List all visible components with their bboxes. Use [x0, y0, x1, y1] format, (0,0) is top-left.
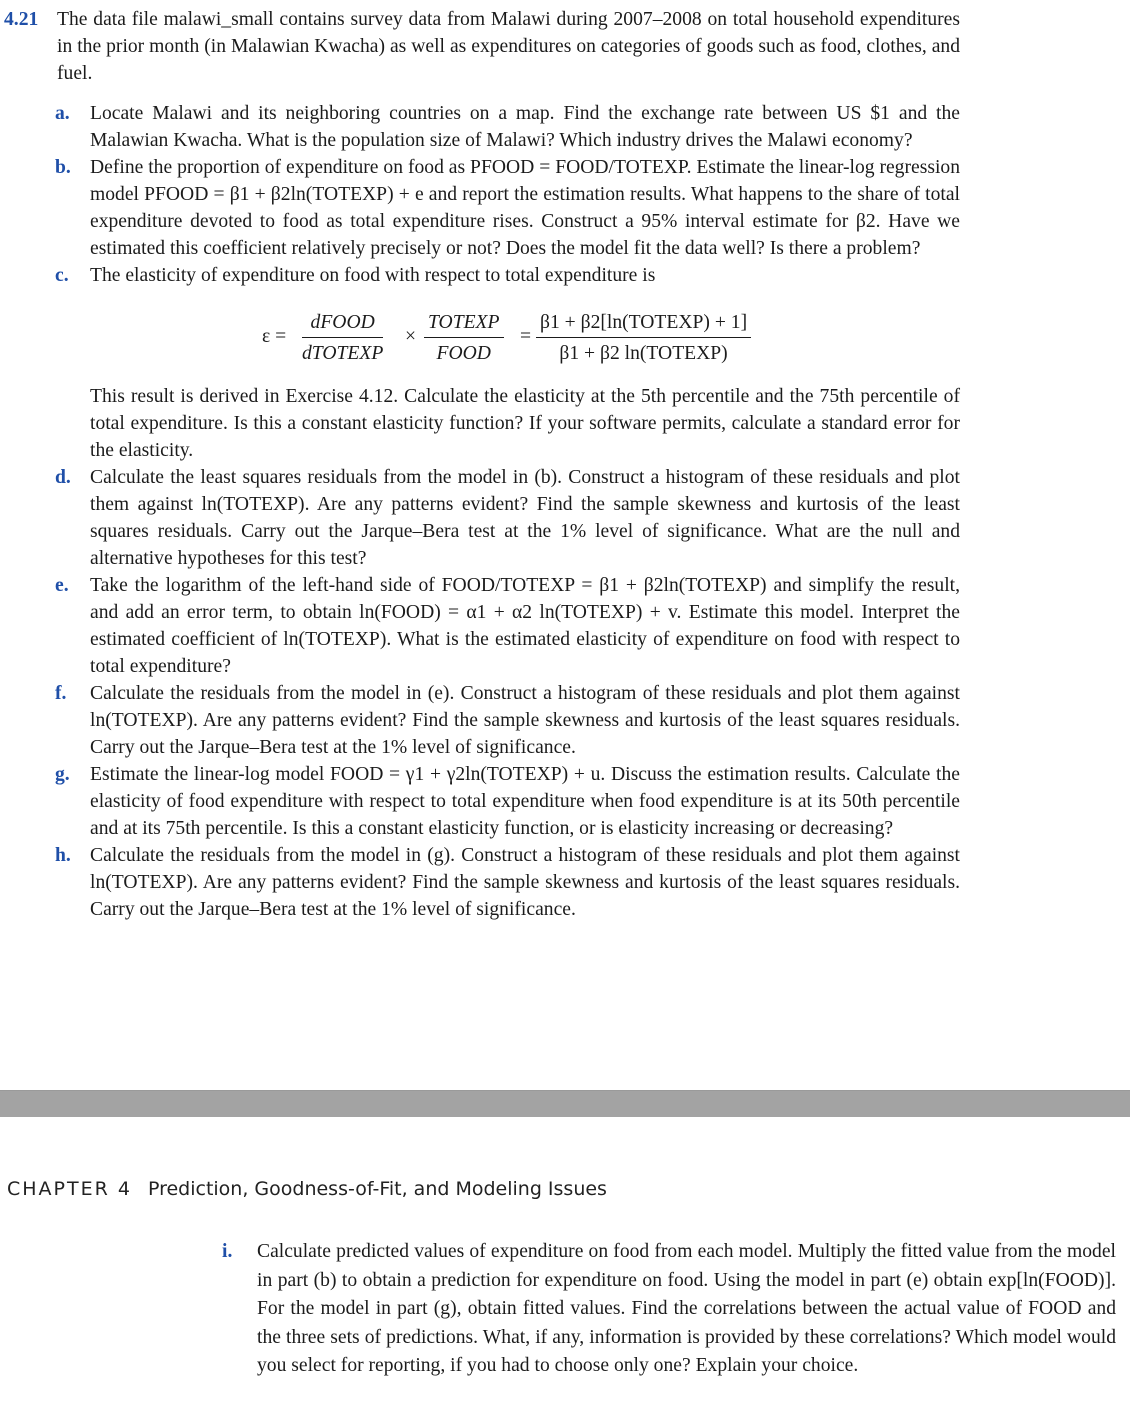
- fraction-totexp: [424, 309, 504, 367]
- part-text: Calculate the residuals from the model in (e). Construct a histogram of these residuals and plot them against ln(TOTEXP). Are any patterns evident? Find the sample skewness and kurtosis of the least squares residuals. Carry out the Jarque–Bera test at the 1% level of significance.: [90, 683, 960, 758]
- part-label: e.: [55, 575, 69, 596]
- fraction-dfood: [302, 309, 383, 367]
- part-e: [0, 572, 960, 680]
- part-text: Calculate the least squares residuals from the model in (b). Construct a histogram of these residuals and plot them against ln(TOTEXP). Are any patterns evident? Find the sample skewness and kurtosis of the least squares residuals. Carry out the Jarque–Bera test at the 1% level of significance. What are the null and alternative hypotheses for this test?: [90, 467, 960, 569]
- part-label: f.: [55, 683, 67, 704]
- part-label: c.: [55, 265, 69, 286]
- intro-text: The data file malawi_small contains survey data from Malawi during 2007–2008 on total household expenditures in the prior month (in Malawian Kwacha) as well as expenditures on categories of goods such as food, clothes, and fuel.: [57, 9, 960, 84]
- part-text: Locate Malawi and its neighboring countries on a map. Find the exchange rate between US $1 and the Malawian Kwacha. What is the population size of Malawi? Which industry drives the Malawi economy?: [90, 103, 960, 151]
- times-sign: ×: [405, 326, 417, 347]
- part-label: d.: [55, 467, 71, 488]
- elasticity-formula: [0, 295, 960, 377]
- fraction-denominator: dTOTEXP: [302, 343, 384, 364]
- chapter-title: Prediction, Goodness-of-Fit, and Modeling Issues: [147, 1178, 607, 1200]
- part-text: Calculate the residuals from the model in (g). Construct a histogram of these residuals and plot them against ln(TOTEXP). Are any patterns evident? Find the sample skewness and kurtosis of the least squares residuals. Carry out the Jarque–Bera test at the 1% level of significance.: [90, 845, 960, 920]
- part-c-continued: [0, 383, 960, 464]
- part-label: h.: [55, 845, 71, 866]
- part-text: Calculate predicted values of expenditure on food from each model. Multiply the fitted value from the model in part (b) to obtain a prediction for expenditure on food. Using the model in part (e) obtain exp[ln(FOOD)]. For the model in part (g), obtain fitted values. Find the correlations between the actual value of FOOD and the three sets of predictions. What, if any, information is provided by these correlations? Which model would you select for reporting, if you had to choose only one? Explain your choice.: [257, 1241, 1116, 1376]
- part-a: [0, 100, 960, 154]
- part-label: g.: [55, 764, 70, 785]
- part-label: a.: [55, 103, 70, 124]
- chapter-running-head: [7, 1178, 607, 1200]
- part-b: [0, 154, 960, 262]
- part-c: [0, 262, 960, 289]
- fraction-numerator: dFOOD: [302, 309, 383, 338]
- equals-sign: =: [520, 326, 532, 347]
- part-label: b.: [55, 157, 71, 178]
- part-i: [220, 1238, 1116, 1381]
- part-d: [0, 464, 960, 572]
- part-label: i.: [222, 1241, 233, 1262]
- chapter-label: CHAPTER 4: [7, 1178, 132, 1200]
- fraction-numerator: TOTEXP: [424, 309, 504, 338]
- part-g: [0, 761, 960, 842]
- formula-lhs: ε =: [262, 326, 287, 347]
- part-text: The elasticity of expenditure on food with respect to total expenditure is: [90, 265, 656, 286]
- exercise-number: 4.21: [4, 9, 39, 30]
- part-f: [0, 680, 960, 761]
- page-break-bar: [0, 1090, 1130, 1117]
- exercise-intro: [0, 6, 960, 87]
- part-text: Take the logarithm of the left-hand side of FOOD/TOTEXP = β1 + β2ln(TOTEXP) and simplify the result, and add an error term, to obtain ln(FOOD) = α1 + α2 ln(TOTEXP) + v. Estimate this model. Interpret the estimated coefficient of ln(TOTEXP). What is the estimated elasticity of expenditure on food with respect to total expenditure?: [90, 575, 960, 677]
- part-text: This result is derived in Exercise 4.12. Calculate the elasticity at the 5th percentile and the 75th percentile of total expenditure. Is this a constant elasticity function? If your software permits, calculate a standard error for the elasticity.: [90, 386, 960, 461]
- part-h: [0, 842, 960, 923]
- fraction-denominator: β1 + β2 ln(TOTEXP): [559, 343, 728, 364]
- fraction-numerator: β1 + β2[ln(TOTEXP) + 1]: [536, 309, 751, 338]
- exercise-4-21: [0, 6, 960, 923]
- part-i-block: [220, 1238, 1116, 1381]
- part-text: Estimate the linear-log model FOOD = γ1 + γ2ln(TOTEXP) + u. Discuss the estimation results. Calculate the elasticity of food expenditure with respect to total expenditure when food expenditure is at its 50th percentile and at its 75th percentile. Is this a constant elasticity function, or is elasticity increasing or decreasing?: [90, 764, 960, 839]
- fraction-elasticity: [536, 309, 751, 367]
- part-text: Define the proportion of expenditure on food as PFOOD = FOOD/TOTEXP. Estimate the linear-log regression model PFOOD = β1 + β2ln(TOTEXP) + e and report the estimation results. What happens to the share of total expenditure devoted to food as total expenditure rises. Construct a 95% interval estimate for β2. Have we estimated this coefficient relatively precisely or not? Does the model fit the data well? Is there a problem?: [90, 157, 960, 259]
- fraction-denominator: FOOD: [436, 343, 491, 364]
